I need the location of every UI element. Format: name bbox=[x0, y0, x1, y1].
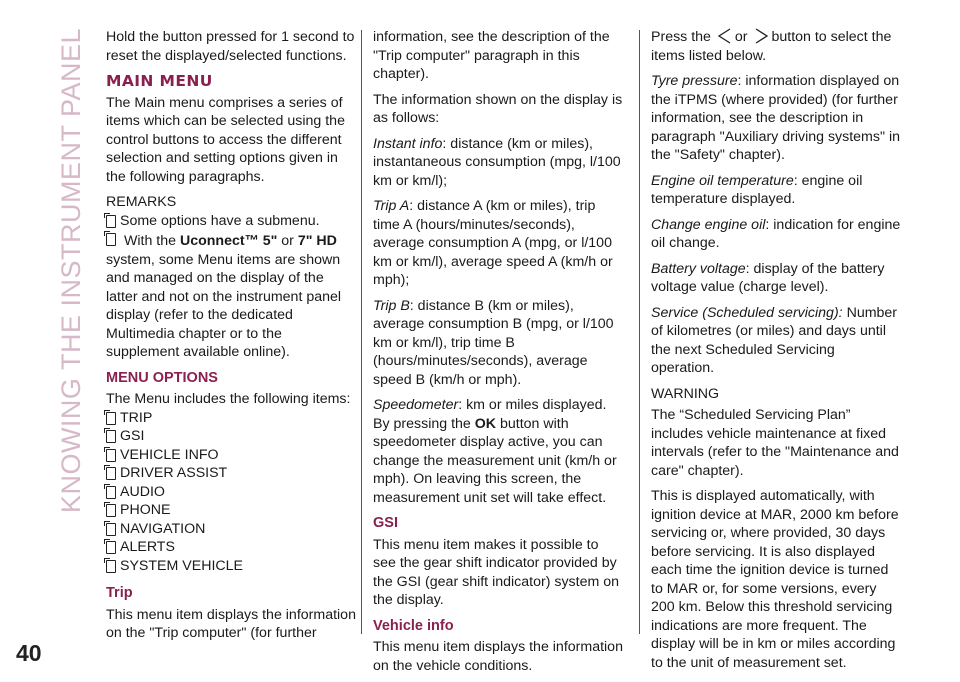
page-number: 40 bbox=[16, 640, 42, 666]
engine-oil-temperature-item: Engine oil temperature: engine oil temperature displayed. bbox=[651, 172, 863, 207]
bullet-icon bbox=[106, 430, 116, 443]
menu-options-text: The Menu includes the following items: bbox=[106, 391, 351, 407]
main-menu-heading: MAIN MENU bbox=[106, 72, 213, 90]
arrow-right-icon bbox=[753, 28, 769, 44]
list-item: DRIVER ASSIST bbox=[106, 464, 356, 483]
main-menu-text: The Main menu comprises a series of items which can be selected using the control buttons to access the different selection and setting options given in the following paragraphs. bbox=[106, 94, 345, 185]
column-divider bbox=[361, 30, 362, 634]
menu-options-heading: MENU OPTIONS bbox=[106, 369, 218, 386]
bullet-icon bbox=[106, 486, 116, 499]
trip-text: This menu item displays the information on the "Trip computer" (for further bbox=[106, 606, 356, 641]
gsi-heading: GSI bbox=[373, 515, 398, 531]
vehicle-info-heading: Vehicle info bbox=[373, 617, 454, 634]
battery-voltage-item: Battery voltage: display of the battery voltage value (charge level). bbox=[651, 260, 885, 295]
vehicle-info-text: This menu item displays the information on the vehicle conditions. bbox=[373, 639, 623, 674]
service-item: Service (Scheduled servicing): Number of kilometres (or miles) and days until the next Scheduled Servicing operation. bbox=[651, 304, 898, 376]
list-item: ALERTS bbox=[106, 538, 356, 557]
bullet-icon bbox=[106, 541, 116, 554]
remarks-label: REMARKS bbox=[106, 194, 177, 210]
warning-text: The “Scheduled Servicing Plan” includes vehicle maintenance at fixed intervals (refer to the "Maintenance and care" chapter). bbox=[651, 407, 899, 479]
column-3 bbox=[651, 28, 901, 679]
tyre-pressure-item: Tyre pressure: information displayed on the iTPMS (where provided) (for further information, see the description in paragraph "Auxiliary driving systems" in the "Safety" chapter). bbox=[651, 73, 900, 163]
bullet-icon bbox=[106, 233, 116, 246]
intro-text: Hold the button pressed for 1 second to reset the displayed/selected functions. bbox=[106, 29, 355, 64]
trip-heading: Trip bbox=[106, 585, 133, 601]
bullet-icon bbox=[106, 523, 116, 536]
auto-display-text: This is displayed automatically, with ignition device at MAR, 2000 km before servicing or, where provided, 30 days before servicing. It is also displayed each time the ignition device is turned to MAR or, for some versions, every 200 km. Below this threshold servicing indications are more frequent. The display will be in km or miles according to the unit of measurement set. bbox=[651, 488, 899, 671]
trip-b-item: Trip B: distance B (km or miles), average consumption B (mpg, or l/100 km or km/l), trip time B (hours/minutes/seconds), average speed B (km/h or mph). bbox=[373, 297, 614, 388]
trip-a-item: Trip A: distance A (km or miles), trip time A (hours/minutes/seconds), average consumption A (mpg, or l/100 km or km/l), average speed A (km/h or mph); bbox=[373, 198, 613, 288]
bullet-icon bbox=[106, 504, 116, 517]
warning-label: WARNING bbox=[651, 385, 720, 402]
gsi-text: This menu item makes it possible to see the gear shift indicator provided by the GSI (gear shift indicator) system on the display. bbox=[373, 536, 620, 608]
list-item: PHONE bbox=[106, 501, 356, 520]
side-chapter-title: KNOWING THE INSTRUMENT PANEL bbox=[56, 28, 86, 514]
instant-info-item: Instant info: distance (km or miles), instantaneous consumption (mpg, l/100 km or km/l); bbox=[373, 135, 621, 189]
list-item: VEHICLE INFO bbox=[106, 446, 356, 465]
bullet-icon bbox=[106, 467, 116, 480]
column-divider bbox=[639, 30, 640, 634]
list-item: TRIP bbox=[106, 409, 356, 428]
column-2 bbox=[373, 28, 623, 682]
list-item: NAVIGATION bbox=[106, 520, 356, 539]
bullet-icon bbox=[106, 560, 116, 573]
menu-items-list bbox=[106, 409, 356, 576]
bullet-icon bbox=[106, 449, 116, 462]
trip-text-continued: information, see the description of the "Trip computer" paragraph in this chapter). bbox=[373, 29, 610, 82]
press-instruction: Press the or button to select the items listed below. bbox=[651, 29, 892, 64]
list-item: SYSTEM VEHICLE bbox=[106, 557, 356, 576]
arrow-left-icon bbox=[717, 28, 733, 44]
column-1 bbox=[106, 28, 356, 650]
speedometer-item: Speedometer: km or miles displayed. By pressing the OK button with speedometer display active, you can change the measurement unit (km/h or mph). On leaving this screen, the measurement unit set will take effect. bbox=[373, 397, 617, 506]
bullet-icon bbox=[106, 412, 116, 425]
bullet-icon bbox=[106, 215, 116, 228]
list-item: GSI bbox=[106, 427, 356, 446]
list-item: Some options have a submenu. bbox=[106, 212, 356, 231]
list-item: AUDIO bbox=[106, 483, 356, 502]
change-engine-oil-item: Change engine oil: indication for engine oil change. bbox=[651, 216, 901, 251]
list-item: With the Uconnect™ 5" or 7" HD system, some Menu items are shown and managed on the display of the latter and not on the instrument panel display (refer to the dedicated Multimedia chapter or to the supplement available online). bbox=[106, 233, 342, 360]
display-info-intro: The information shown on the display is as follows: bbox=[373, 91, 623, 126]
